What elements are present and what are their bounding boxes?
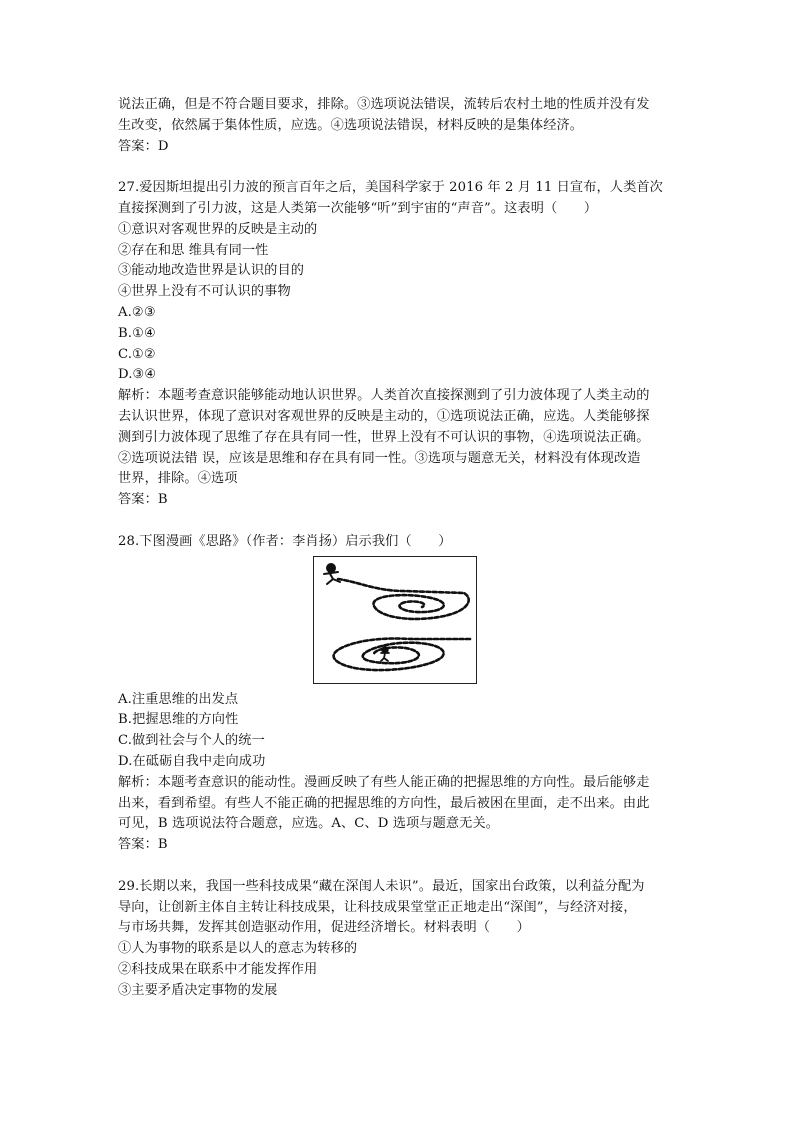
q29-statement-2: ②科技成果在联系中才能发挥作用 (118, 961, 318, 977)
document-page (118, 95, 686, 1001)
q28-option-c: C.做到社会与个人的统一 (118, 733, 265, 749)
q28-stem: 28.下图漫画《思路》（作者：李肖扬）启示我们（ ） (118, 533, 452, 549)
spiral-paths-drawing (314, 557, 476, 683)
q28-answer: 答案：B (118, 837, 168, 853)
q29-stem-line-3: 与市场共舞，发挥其创造驱动作用，促进经济增长。材料表明（ ） (118, 920, 530, 936)
q28-option-a: A.注重思维的出发点 (118, 691, 239, 707)
outward-spiral-path (338, 579, 469, 619)
q27-option-a: A.②③ (118, 304, 156, 320)
q27-explanation-line-2: 去认识世界，体现了意识对客观世界的反映是主动的，①选项说法正确，应选。人类能够探 (118, 408, 650, 424)
q27-option-d: D.③④ (118, 367, 157, 383)
q27-statement-3: ③能动地改造世界是认识的目的 (118, 263, 305, 279)
q29-statement-3: ③主要矛盾决定事物的发展 (118, 982, 278, 998)
q28-explanation-line-1: 解析：本题考查意识的能动性。漫画反映了有些人能正确的把握思维的方向性。最后能够走 (118, 774, 650, 790)
q27-explanation-line-5: 世界，排除。④选项 (118, 471, 238, 487)
q27-option-c: C.①② (118, 346, 156, 362)
q28-explanation-line-3: 可见，B 选项说法符合题意，应选。A、C、D 选项与题意无关。 (118, 816, 500, 832)
q27-explanation-line-4: ②选项说法错 误，应该是思维和存在具有同一性。③选项与题意无关，材料没有体现改造 (118, 450, 641, 466)
spacer (118, 511, 686, 532)
prev-answer: 答案：D (118, 138, 169, 154)
q29-stem-line-2: 导向，让创新主体自主转让科技成果，让科技成果堂堂正正地走出“深闺”，与经济对接， (118, 899, 637, 915)
spacer (118, 856, 686, 877)
person-figure-top (324, 564, 340, 584)
q27-explanation-line-1: 解析：本题考查意识能够能动地认识世界。人类首次直接探测到了引力波体现了人类主动的 (118, 388, 650, 404)
q28-option-b: B.把握思维的方向性 (118, 712, 239, 728)
cartoon-thinking-path (313, 556, 477, 684)
prev-explanation-line-1: 说法正确，但是不符合题目要求，排除。③选项说法错误，流转后农村土地的性质并没有发 (118, 97, 650, 112)
q29-statement-1: ①人为事物的联系是以人的意志为转移的 (118, 941, 358, 957)
q27-statement-4: ④世界上没有不可认识的事物 (118, 284, 291, 300)
q27-option-b: B.①④ (118, 325, 156, 341)
q27-stem-line-1: 27.爱因斯坦提出引力波的预言百年之后，美国科学家于 2016 年 2 月 11 日宣布，人类首次 (118, 180, 663, 196)
spacer (118, 157, 686, 178)
q28-explanation-line-2: 出来，看到希望。有些人不能正确的把握思维的方向性，最后被困在里面，走不出来。由此 (118, 795, 650, 811)
q27-stem-line-2: 直接探测到了引力波，这是人类第一次能够“听”到宇宙的“声音”。这表明（ ） (118, 200, 598, 216)
q27-explanation-line-3: 测到引力波体现了思维了存在具有同一性，世界上没有不可认识的事物，④选项说法正确。 (118, 429, 650, 445)
person-figure-center (381, 647, 389, 661)
prev-explanation-line-2: 生改变，依然属于集体性质，应选。④选项说法错误，材料反映的是集体经济。 (118, 117, 584, 133)
trapped-spiral-path (334, 638, 470, 670)
q28-option-d: D.在砥砺自我中走向成功 (118, 753, 266, 769)
q29-stem-line-1: 29.长期以来，我国一些科技成果“藏在深闺人未识”。最近，国家出台政策，以利益分配为 (118, 878, 645, 894)
q27-statement-1: ①意识对客观世界的反映是主动的 (118, 221, 318, 237)
q27-statement-2: ②存在和思 维具有同一性 (118, 242, 269, 258)
q27-answer: 答案：B (118, 492, 168, 508)
